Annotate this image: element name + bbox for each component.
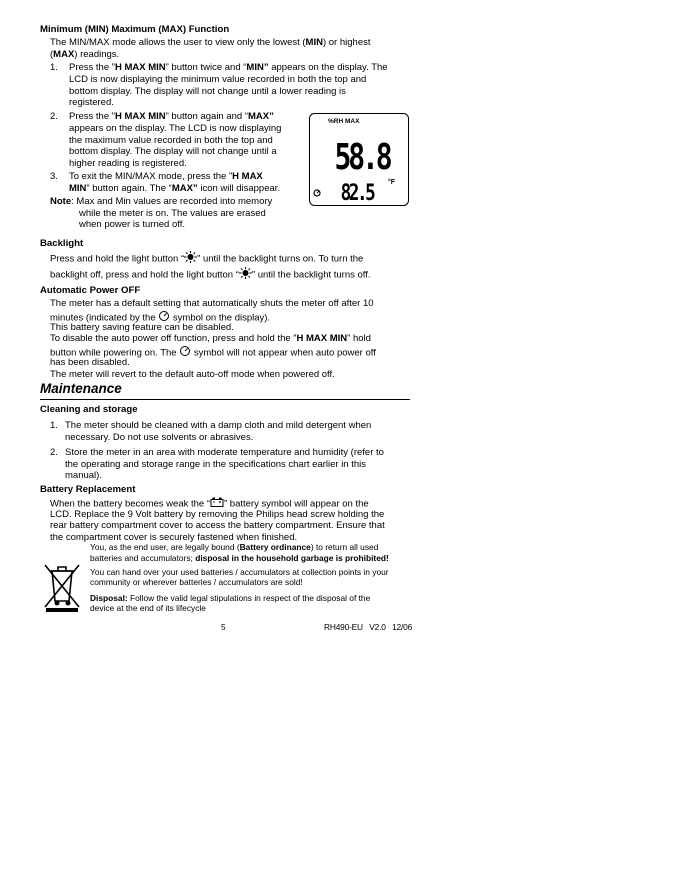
minmax-step-1-line-3-run-0: bottom display. The display will not change until a lower reading is: [69, 85, 346, 97]
apo-line-1: The meter has a default setting that automatically shuts the meter off after 10: [50, 298, 374, 309]
lcd-indicator: %RH MAX: [328, 118, 360, 125]
minmax-step-2-line-3-run-0: the maximum value recorded in both the top and: [69, 134, 273, 146]
note-line-2: while the meter is on. The values are erased: [79, 208, 266, 219]
minmax-step-3-line-2-run-3: icon will disappear.: [197, 182, 281, 194]
backlight-line-1-a: Press and hold the light button “: [50, 253, 185, 265]
minmax-step-3-line-2-run-1: ” button again. The “: [86, 182, 172, 194]
cleaning-heading: Cleaning and storage: [40, 404, 138, 415]
battery-line-3: rear battery compartment cover to access the battery compartment. Ensure that: [50, 520, 385, 531]
minmax-step-3-line-1: [69, 171, 263, 183]
minmax-step-1-line-4-run-0: registered.: [69, 97, 114, 109]
page-number: 5: [221, 622, 226, 632]
minmax-step-1-line-1-run-2: ” button twice and “: [165, 62, 247, 73]
minmax-step-2-line-1-run-2: ” button again and “: [165, 111, 249, 122]
disposal-p1-c: ) to return all used: [310, 542, 379, 552]
note-label: Note: [50, 196, 72, 207]
apo-line-4-b: H MAX MIN: [296, 333, 348, 344]
battery-line-4: the compartment cover is securely fastened when finished.: [50, 532, 298, 543]
backlight-heading: Backlight: [40, 238, 84, 249]
apo-line-7: The meter will revert to the default auto-off mode when powered off.: [50, 369, 335, 380]
minmax-step-3-line-2-run-2: MAX”: [171, 182, 198, 194]
minmax-step-1-line-2-run-0: LCD is now displaying the minimum value recorded in both the top and: [69, 73, 367, 85]
backlight-line-2-a: backlight off, press and hold the light button “: [50, 269, 239, 281]
minmax-intro-line1: [50, 37, 371, 49]
disposal-p1-line-2: [90, 553, 389, 563]
minmax-step-1-line-1: [69, 62, 388, 74]
cleaning-item-2-line-3: manual).: [65, 470, 102, 481]
apo-line-4-c: ” hold: [347, 333, 371, 344]
minmax-step-3-line-2: [69, 183, 280, 195]
backlight-line-1-b: ” until the backlight turns on. To turn the: [197, 253, 364, 265]
apo-line-5-b: symbol will not appear when auto power off: [193, 347, 376, 359]
lcd-unit: °F: [388, 179, 396, 186]
minmax-step-1-line-2: [69, 74, 366, 86]
minmax-step-2-line-5-run-0: higher reading is registered.: [69, 158, 187, 170]
lcd-bottom-value: 82.5: [340, 180, 374, 206]
minmax-step-3-line-1-run-0: To exit the MIN/MAX mode, press the ”: [69, 171, 233, 182]
cleaning-item-2-line-1: Store the meter in an area with moderate temperature and humidity (refer to: [65, 447, 384, 458]
minmax-intro-line2: [50, 49, 119, 61]
apo-line-5-a: button while powering on. The: [50, 347, 177, 359]
minmax-step-2-line-1-run-3: MAX”: [248, 111, 274, 122]
minmax-step-2-line-5: [69, 158, 187, 170]
apo-line-4: [50, 333, 371, 345]
minmax-step-2-line-4: [69, 146, 277, 158]
lcd-top-value: 58.8: [334, 135, 390, 178]
minmax-step-2-line-1: [69, 111, 274, 123]
minmax-step-2-line-4-run-0: bottom display. The display will not change until a: [69, 146, 277, 158]
disposal-p1-a: You, as the end user, are legally bound (: [90, 542, 240, 552]
maintenance-title: Maintenance: [40, 381, 122, 396]
backlight-line-2-b: ” until the backlight turns off.: [251, 269, 371, 281]
disposal-p2-line-1: You can hand over your used batteries / accumulators at collection points in your: [90, 567, 389, 577]
lcd-display-svg: [309, 113, 409, 206]
minmax-step-2-number: 2.: [50, 111, 58, 122]
lcd-display-illustration: [309, 113, 409, 206]
apo-line-4-a: To disable the auto power off function, press and hold the ”: [50, 333, 297, 344]
minmax-intro2-run-1: MAX: [53, 49, 75, 60]
apo-line-3: This battery saving feature can be disabled.: [50, 322, 234, 333]
disposal-p1-d: batteries and accumulators;: [90, 553, 196, 563]
minmax-step-2-line-1-run-0: Press the ”: [69, 111, 115, 122]
weee-crossed-bin-icon: [41, 561, 83, 613]
minmax-step-1-line-3: [69, 86, 346, 98]
disposal-p3-label: Disposal:: [90, 593, 128, 603]
minmax-heading: Minimum (MIN) Maximum (MAX) Function: [40, 24, 230, 35]
minmax-step-2-line-1-run-1: H MAX MIN: [114, 111, 166, 122]
light-bulb-icon: [239, 267, 252, 283]
cleaning-item-2-number: 2.: [50, 447, 58, 458]
apo-line-6: has been disabled.: [50, 357, 130, 368]
minmax-intro2-run-0: (: [50, 49, 54, 60]
maintenance-rule: [40, 399, 410, 400]
minmax-step-1-line-1-run-0: Press the ”: [69, 62, 115, 73]
minmax-note: [50, 196, 272, 208]
disposal-p1-e: disposal in the household garbage is prohibited!: [195, 553, 389, 563]
minmax-step-1-line-4: [69, 97, 114, 109]
cleaning-item-1-line-1: The meter should be cleaned with a damp cloth and mild detergent when: [65, 420, 372, 431]
note-line-3: when power is turned off.: [79, 219, 185, 230]
cleaning-item-2-line-2: the operating and storage range in the specifications chart earlier in this: [65, 459, 367, 470]
backlight-line-1: [50, 251, 363, 267]
cleaning-item-1-line-2: necessary. Do not use solvents or abrasives.: [65, 432, 254, 443]
minmax-step-3-line-2-run-0: MIN: [69, 182, 87, 194]
minmax-step-1-number: 1.: [50, 62, 58, 73]
document-id: RH490-EU V2.0 12/06: [324, 622, 413, 632]
backlight-line-2: [50, 267, 371, 283]
minmax-intro1-run-1: MIN: [305, 37, 323, 48]
minmax-intro1-run-0: The MIN/MAX mode allows the user to view only the lowest (: [50, 37, 306, 48]
apo-line-2-a: minutes (indicated by the: [50, 312, 156, 324]
minmax-step-1-line-1-run-3: MIN”: [246, 62, 269, 73]
minmax-step-3-line-1-run-1: H MAX: [232, 171, 263, 182]
disposal-p1-line-1: [90, 542, 378, 552]
minmax-step-3-number: 3.: [50, 171, 58, 182]
disposal-p1-b: Battery ordinance: [239, 542, 311, 552]
minmax-step-2-line-3: [69, 135, 273, 147]
disposal-p3-l1: Follow the valid legal stipulations in respect of the disposal of the: [127, 593, 371, 603]
battery-line-1-a: When the battery becomes weak the “: [50, 498, 210, 510]
minmax-intro2-run-2: ) readings.: [74, 49, 120, 60]
battery-line-2: LCD. Replace the 9 Volt battery by removing the Philips head screw holding the: [50, 509, 385, 520]
minmax-step-1-line-1-run-1: H MAX MIN: [114, 62, 166, 73]
battery-line-1-b: ” battery symbol will appear on the: [224, 498, 369, 510]
minmax-step-2-line-2: [69, 123, 281, 135]
cleaning-item-1-number: 1.: [50, 420, 58, 431]
minmax-step-2-line-2-run-0: appears on the display. The LCD is now displaying: [69, 122, 282, 134]
light-bulb-icon: [184, 251, 197, 267]
disposal-p3-line-2: device at the end of its lifecycle: [90, 603, 206, 613]
auto-off-clock-icon: [179, 345, 191, 361]
disposal-p2-line-2: community or wherever batteries / accumulators are sold!: [90, 577, 303, 587]
minmax-intro1-run-2: ) or highest: [322, 37, 371, 48]
apo-line-2-b: symbol on the display).: [172, 312, 271, 324]
apo-heading: Automatic Power OFF: [40, 285, 141, 296]
battery-heading: Battery Replacement: [40, 484, 136, 495]
minmax-step-1-line-1-run-4: appears on the display. The: [268, 62, 388, 73]
note-line-1: : Max and Min values are recorded into memory: [71, 196, 273, 207]
disposal-p3-line-1: [90, 593, 370, 603]
